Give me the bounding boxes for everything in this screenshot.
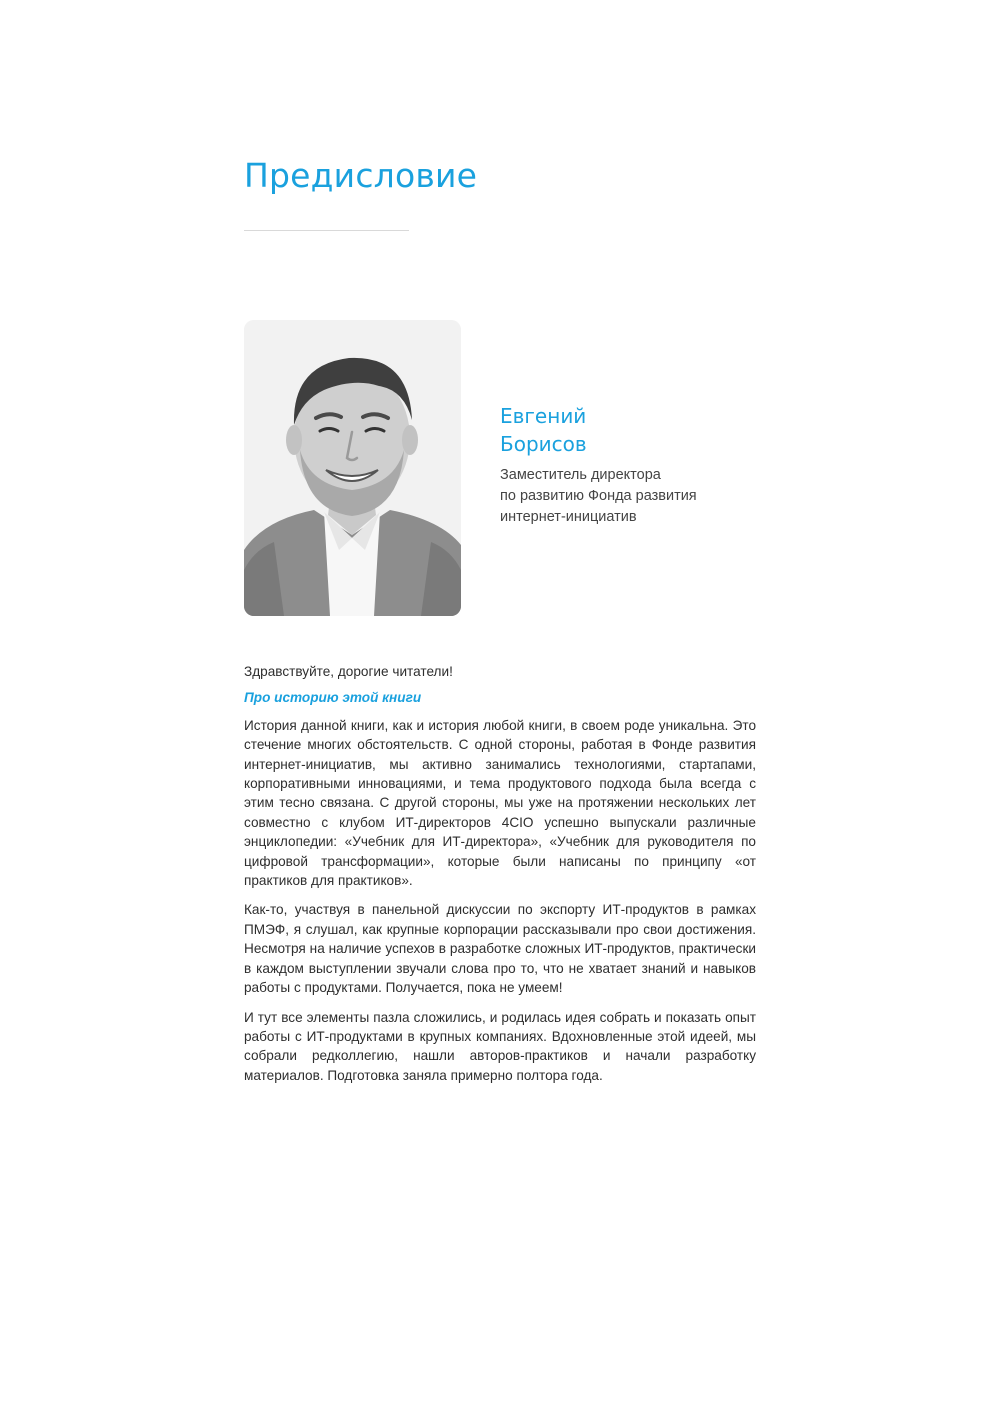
author-role-line: по развитию Фонда развития (500, 488, 697, 504)
author-role (500, 465, 760, 528)
paragraph: И тут все элементы пазла сложились, и родилась идея собрать и показать опыт работы с ИТ-продуктами в крупных компаниях. Вдохновленные этой идеей, мы собрали редколлегию, нашли авторов-практиков и начали разработку материалов. Подготовка заняла примерно полтора года. (244, 1009, 756, 1083)
paragraph: История данной книги, как и история любой книги, в своем роде уникальна. Это стечение многих обстоятельств. С одной стороны, работая в Фонде развития интернет-инициатив, мы активно занимались технологиями, стартапами, корпоративными инновациями, и тема продуктового подхода была всегда с этим тесно связана. С другой стороны, мы уже на протяжении нескольких лет совместно с клубом ИТ-директоров 4CIO успешно выпускали различные энциклопедии: «Учебник для ИТ-директора», «Учебник для руководителя по цифровой трансформации», которые были написаны по принципу «от практиков для практиков». (244, 717, 756, 889)
author-role-line: Заместитель директора (500, 467, 661, 483)
author-role-line: интернет-инициатив (500, 509, 637, 525)
author-name (500, 402, 587, 458)
title-divider (244, 230, 409, 231)
author-first-name: Евгений (500, 404, 587, 428)
section-heading: Про историю этой книги (244, 690, 422, 706)
preface-body (244, 662, 756, 1095)
author-photo-illustration (244, 320, 461, 616)
author-last-name: Борисов (500, 432, 587, 456)
greeting: Здравствуйте, дорогие читатели! (244, 664, 453, 679)
page-title: Предисловие (244, 156, 478, 195)
author-photo (244, 320, 461, 616)
paragraph: Как-то, участвуя в панельной дискуссии по экспорту ИТ-продуктов в рамках ПМЭФ, я слушал, как крупные корпорации рассказывали про свои достижения. Несмотря на наличие успехов в разработке сложных ИТ-продуктов, практически в каждом выступлении звучали слова про то, что не хватает знаний и навыков работы с продуктами. Получается, пока не умеем! (244, 902, 756, 996)
